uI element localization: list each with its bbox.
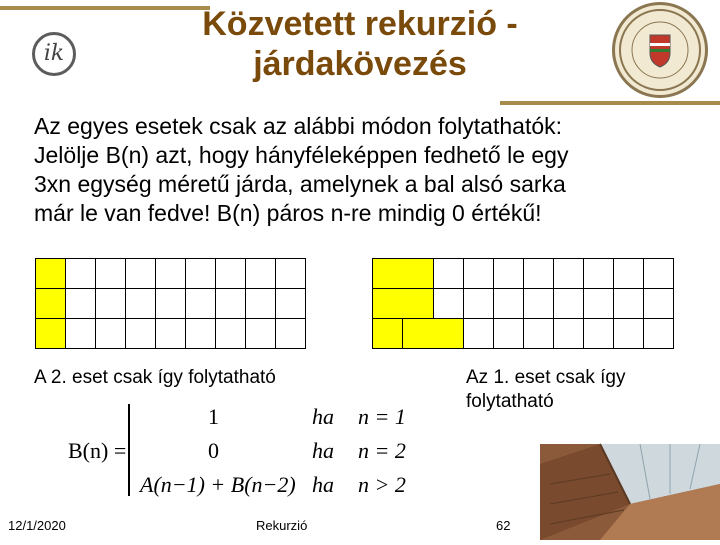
formula-brace — [128, 404, 140, 496]
ik-logo-icon: ik — [32, 32, 76, 76]
body-line-3: 3xn egység méretű járda, amelynek a bal alsó sarka — [34, 171, 566, 197]
formula-cond-2: n = 2 — [358, 438, 406, 463]
university-seal-icon — [612, 2, 708, 98]
formula-ha-1: ha — [312, 404, 334, 429]
body-line-2: Jelölje B(n) azt, hogy hányféleképpen fedhető le egy — [34, 142, 569, 168]
title-underline — [500, 101, 720, 105]
body-line-4: már le van fedve! B(n) páros n-re mindig 0 értékű! — [34, 200, 542, 226]
footer-date: 12/1/2020 — [8, 518, 66, 533]
formula-expr-2: 0 — [208, 438, 219, 463]
footer-page-number: 62 — [496, 518, 511, 533]
atrium-image — [540, 444, 720, 540]
formula-ha-2: ha — [312, 438, 334, 463]
title-line-1: Közvetett rekurzió - — [202, 5, 518, 43]
body-line-1: Az egyes esetek csak az alábbi módon folytathatók: — [34, 113, 563, 139]
tiling-grid-case-1 — [372, 258, 674, 349]
formula-cond-3: n > 2 — [358, 472, 406, 497]
title-line-2: járdakövezés — [253, 45, 467, 83]
footer-topic: Rekurzió — [256, 518, 308, 533]
formula-expr-3: A(n−1) + B(n−2) — [140, 472, 296, 497]
formula-ha-3: ha — [312, 472, 334, 497]
seal-emblem — [615, 5, 705, 95]
formula-lhs: B(n) = — [68, 438, 127, 463]
description-text — [34, 112, 694, 228]
caption-case-1: Az 1. eset csak így folytatható — [466, 367, 626, 412]
tiling-grid-case-2 — [35, 258, 306, 349]
caption-case-2: A 2. eset csak így folytatható — [34, 367, 276, 388]
formula-expr-1: 1 — [208, 404, 219, 429]
formula-cond-1: n = 1 — [358, 404, 406, 429]
page-title — [140, 4, 580, 84]
building-photo — [540, 444, 720, 540]
